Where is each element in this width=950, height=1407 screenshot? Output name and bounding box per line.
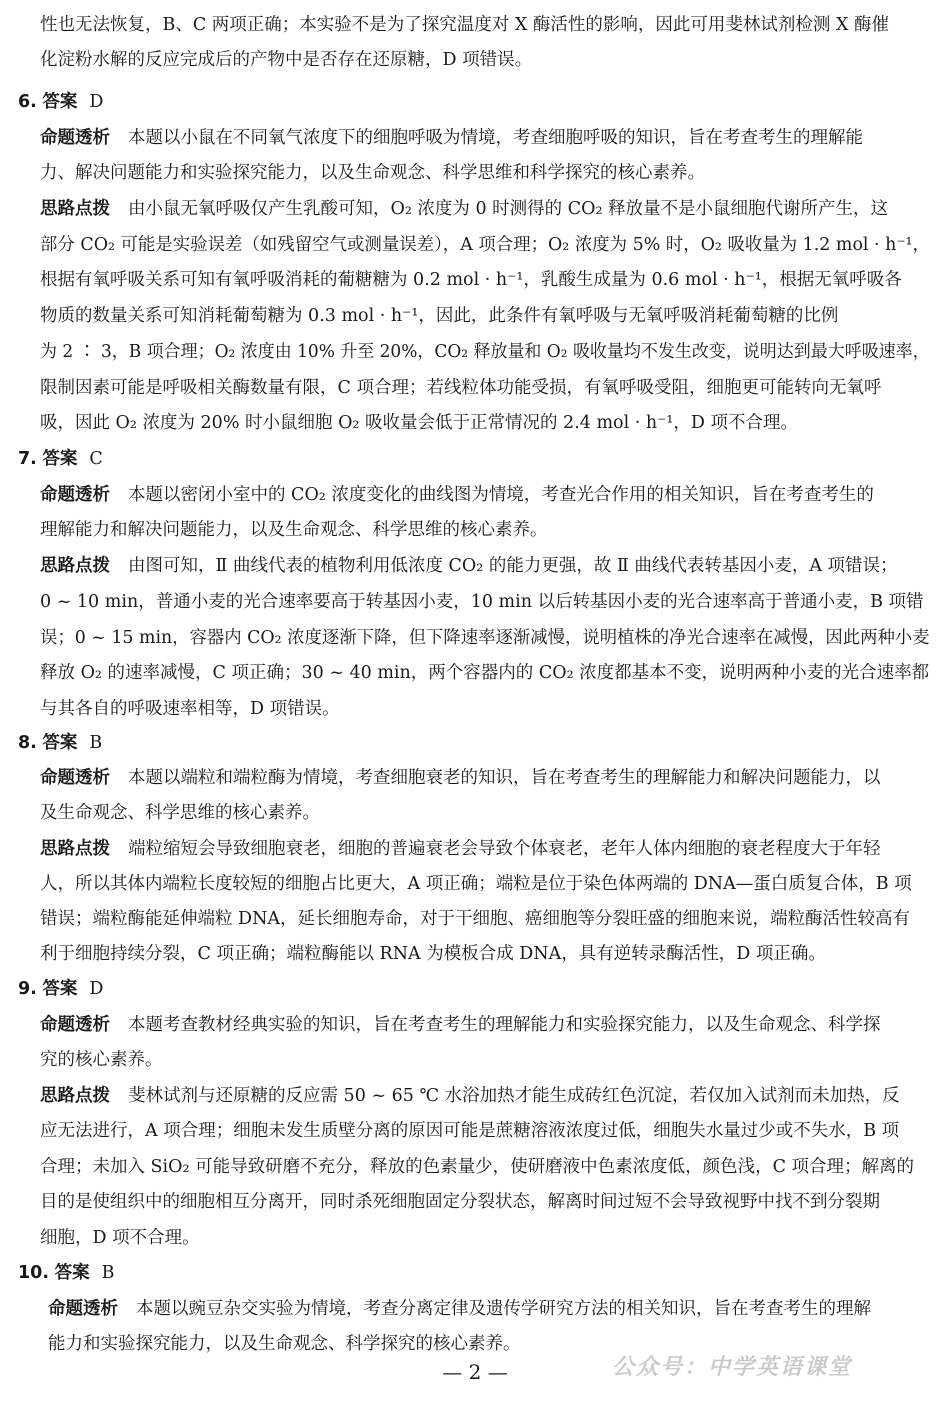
answer-line: 10. 答案 B: [18, 1263, 115, 1283]
text-line: 与其各自的呼吸速率相等，D 项错误。: [40, 699, 340, 719]
question-analysis: 命题透析 本题以小鼠在不同氧气浓度下的细胞呼吸为情境，考查细胞呼吸的知识，旨在考查考生的理解能: [40, 128, 863, 148]
question-analysis: 命题透析 本题考查教材经典实验的知识，旨在考查考生的理解能力和实验探究能力，以及生命观念、科学探: [40, 1015, 881, 1035]
page-number: — 2 —: [442, 1360, 508, 1384]
text-line: 化淀粉水解的反应完成后的产物中是否存在还原糖，D 项错误。: [40, 50, 533, 70]
answer-line: 9. 答案 D: [18, 979, 104, 999]
text-line: 误；0 ~ 15 min，容器内 CO₂ 浓度逐渐下降，但下降速率逐渐减慢，说明植株的净光合速率在减慢，因此两种小麦: [40, 628, 930, 648]
text-line: 人，所以其体内端粒长度较短的细胞占比更大，A 项正确；端粒是位于染色体两端的 DNA—蛋白质复合体，B 项: [40, 874, 912, 894]
text-line: 物质的数量关系可知消耗葡萄糖为 0.3 mol · h⁻¹，因此，此条件有氧呼吸与无氧呼吸消耗葡萄糖的比例: [40, 306, 839, 326]
text-line: 应无法进行，A 项合理；细胞未发生质壁分离的原因可能是蔗糖溶液浓度过低，细胞失水量过少或不失水，B 项: [40, 1121, 900, 1141]
text-line: 性也无法恢复，B、C 两项正确；本实验不是为了探究温度对 X 酶活性的影响，因此可用斐林试剂检测 X 酶催: [40, 15, 889, 35]
text-line: 理解能力和解决问题能力，以及生命观念、科学思维的核心素养。: [40, 520, 548, 540]
text-line: 能力和实验探究能力，以及生命观念、科学探究的核心素养。: [48, 1334, 521, 1354]
text-line: 限制因素可能是呼吸相关酶数量有限，C 项合理；若线粒体功能受损，有氧呼吸受阻，细胞更可能转向无氧呼: [40, 378, 882, 398]
text-line: 利于细胞持续分裂，C 项正确；端粒酶能以 RNA 为模板合成 DNA，具有逆转录酶活性，D 项正确。: [40, 944, 826, 964]
text-line: 错误；端粒酶能延伸端粒 DNA，延长细胞寿命，对于干细胞、癌细胞等分裂旺盛的细胞来说，端粒酶活性较高有: [40, 909, 911, 929]
text-line: 为 2 ∶ 3，B 项合理；O₂ 浓度由 10% 升至 20%，CO₂ 释放量和 O₂ 吸收量均不发生改变，说明达到最大呼吸速率，: [40, 342, 930, 362]
question-analysis: 命题透析 本题以端粒和端粒酶为情境，考查细胞衰老的知识，旨在考查考生的理解能力和解决问题能力，以: [40, 768, 881, 788]
solution-hint: 思路点拨 由图可知，Ⅱ 曲线代表的植物利用低浓度 CO₂ 的能力更强，故 Ⅱ 曲线代表转基因小麦，A 项错误；: [40, 556, 898, 576]
watermark: 公众号：中学英语课堂: [612, 1355, 853, 1380]
text-line: 0 ~ 10 min，普通小麦的光合速率要高于转基因小麦，10 min 以后转基因小麦的光合速率高于普通小麦，B 项错: [40, 592, 924, 612]
text-line: 目的是使组织中的细胞相互分离开，同时杀死细胞固定分裂状态，解离时间过短不会导致视野中找不到分裂期: [40, 1192, 880, 1212]
answer-line: 7. 答案 C: [18, 449, 103, 469]
solution-hint: 思路点拨 端粒缩短会导致细胞衰老，细胞的普遍衰老会导致个体衰老，老年人体内细胞的衰老程度大于年轻: [40, 839, 881, 859]
question-analysis: 命题透析 本题以豌豆杂交实验为情境，考查分离定律及遗传学研究方法的相关知识，旨在考查考生的理解: [48, 1299, 871, 1319]
text-line: 究的核心素养。: [40, 1050, 163, 1070]
text-line: 根据有氧呼吸关系可知有氧呼吸消耗的葡糖糖为 0.2 mol · h⁻¹，乳酸生成量为 0.6 mol · h⁻¹，根据无氧呼吸各: [40, 270, 902, 290]
answer-line: 8. 答案 B: [18, 733, 103, 753]
text-line: 细胞，D 项不合理。: [40, 1228, 200, 1248]
text-line: 合理；未加入 SiO₂ 可能导致研磨不充分，释放的色素量少，使研磨液中色素浓度低，颜色浅，C 项合理；解离的: [40, 1157, 915, 1177]
answer-line: 6. 答案 D: [18, 92, 104, 112]
text-line: 力、解决问题能力和实验探究能力，以及生命观念、科学思维和科学探究的核心素养。: [40, 163, 705, 183]
question-analysis: 命题透析 本题以密闭小室中的 CO₂ 浓度变化的曲线图为情境，考查光合作用的相关知识，旨在考查考生的: [40, 485, 874, 505]
solution-hint: 思路点拨 斐林试剂与还原糖的反应需 50 ~ 65 ℃ 水浴加热才能生成砖红色沉淀，若仅加入试剂而未加热，反: [40, 1086, 900, 1106]
text-line: 及生命观念、科学思维的核心素养。: [40, 803, 320, 823]
solution-hint: 思路点拨 由小鼠无氧呼吸仅产生乳酸可知，O₂ 浓度为 0 时测得的 CO₂ 释放量不是小鼠细胞代谢所产生，这: [40, 199, 889, 219]
text-line: 释放 O₂ 的速率减慢，C 项正确；30 ~ 40 min，两个容器内的 CO₂ 浓度都基本不变，说明两种小麦的光合速率都: [40, 663, 930, 683]
text-line: 吸，因此 O₂ 浓度为 20% 时小鼠细胞 O₂ 吸收量会低于正常情况的 2.4 mol · h⁻¹，D 项不合理。: [40, 413, 798, 433]
text-line: 部分 CO₂ 可能是实验误差（如残留空气或测量误差），A 项合理；O₂ 浓度为 5% 时，O₂ 吸收量为 1.2 mol · h⁻¹，: [40, 235, 930, 255]
